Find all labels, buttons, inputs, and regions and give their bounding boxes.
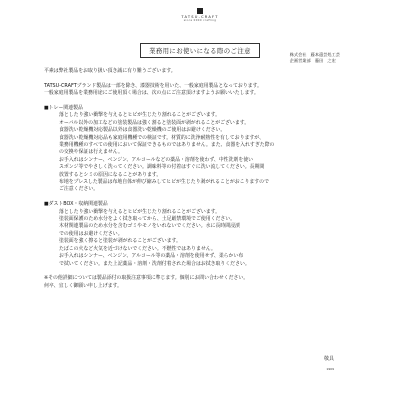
section-line: 業務用機種のすべての使用において保証できるものではありません。また、食器を入れすぎた際の xyxy=(59,142,275,149)
section-tray-list xyxy=(44,112,350,193)
brand-mark-icon xyxy=(197,8,203,14)
section-line: の交換や保証は行えません。 xyxy=(59,149,123,156)
closing-word: 敬具 xyxy=(323,356,334,362)
brand-name: TATSU-CRAFT xyxy=(181,15,219,19)
paragraph-line: TATSU-CRAFTブランド製品は一部を除き、漆器技術を用いた、一般家庭用製品となっております。 xyxy=(44,82,262,89)
document-body xyxy=(44,68,350,290)
section-line: 布地をプレスした製品は布地自体が伸び縮みしてヒビが生じたり剥がれることがおこりますので xyxy=(59,179,269,186)
section-title-dustbox: ■ダストBOX・収納関連製品 xyxy=(44,201,108,208)
section-line: 塗装面保護のため水分をよく拭き取ってから、土足厳禁環境でご使用ください。 xyxy=(59,216,236,223)
paragraph-line: 一般家庭用製品を業務用途にご使用頂く場合は、次の点にご注意頂けますようお願いいたします。 xyxy=(44,90,259,97)
section-line: 塗装面を強く擦ると塗装が剥がれることがございます。 xyxy=(59,238,181,245)
section-line: スポンジ等でやさしく洗ってください。調味料等の付着はすぐに洗い流してください。長期間 xyxy=(59,164,265,171)
sender-block xyxy=(290,52,340,64)
document-title: 業務用にお使いになる際のご注意 xyxy=(140,43,260,58)
section-title-tray: ■トレー関連製品 xyxy=(44,105,83,111)
section-line: オーバル以外の加工などの塗装製品は強く割ると塗装面が剥がれることがございます。 xyxy=(59,119,250,126)
brand-tagline: since 0000 crafting xyxy=(183,19,217,22)
section-line: 木材関連製品のため水分を含むゴミやモノをいれないでください。水に長時間浸漬 xyxy=(59,223,240,230)
sender-company: 株式会社 藤本還芸処工芸 xyxy=(289,52,340,57)
section-line: ご注意ください。 xyxy=(59,186,99,193)
section-line: お手入れはシンナー、ベンジン、アルコールなどの薬品・溶剤を使わず、中性洗剤を使い xyxy=(59,156,253,163)
section-line: たばこの火など火気を近づけないでください。不燃性ではありません。 xyxy=(59,245,216,252)
section-line: お手入れはシンナー、ベンジン、アルコール等の薬品・溶剤を使用せず、柔らかい布 xyxy=(59,253,244,260)
outro-note: ※その他詳細については製品添付の取扱注意事項に準じます。個別にお問い合わせください。 xyxy=(44,275,249,282)
section-line: で拭いてください。また上記薬品・溶剤・洗剤付着された場合はお拭き取りください。 xyxy=(59,260,250,267)
outro-greeting: 何卒、宜しく御願い申し上げます。 xyxy=(44,282,122,289)
section-line: 食器洗い乾燥機対応製品以外は食器洗い乾燥機のご使用はお避けください。 xyxy=(59,127,226,134)
section-line: 食器洗い乾燥機対応品も家庭用機種での検証です。材質的に洗浄耐熱性を有しておりますが、 xyxy=(59,134,265,141)
section-dustbox-list xyxy=(44,209,350,268)
section-line: 落としたり強い衝撃を与えるとヒビが生じたり割れることがございます。 xyxy=(59,112,221,119)
title-wrapper xyxy=(0,38,400,58)
document-code: 1909 xyxy=(326,367,334,371)
section-line: での使用はお避けください。 xyxy=(59,230,123,237)
section-line: 放置するとシミの原因になることがあります。 xyxy=(59,171,162,178)
brand-logo xyxy=(0,8,400,22)
section-line: 落としたり強い衝撃を与えるとヒビが生じたり割れることがございます。 xyxy=(59,208,221,215)
intro-text: 平素は弊社製品をお取り扱い頂き誠に有り難うございます。 xyxy=(44,68,176,74)
sender-department: 企画営業部 藤田 之宏 xyxy=(289,58,336,63)
